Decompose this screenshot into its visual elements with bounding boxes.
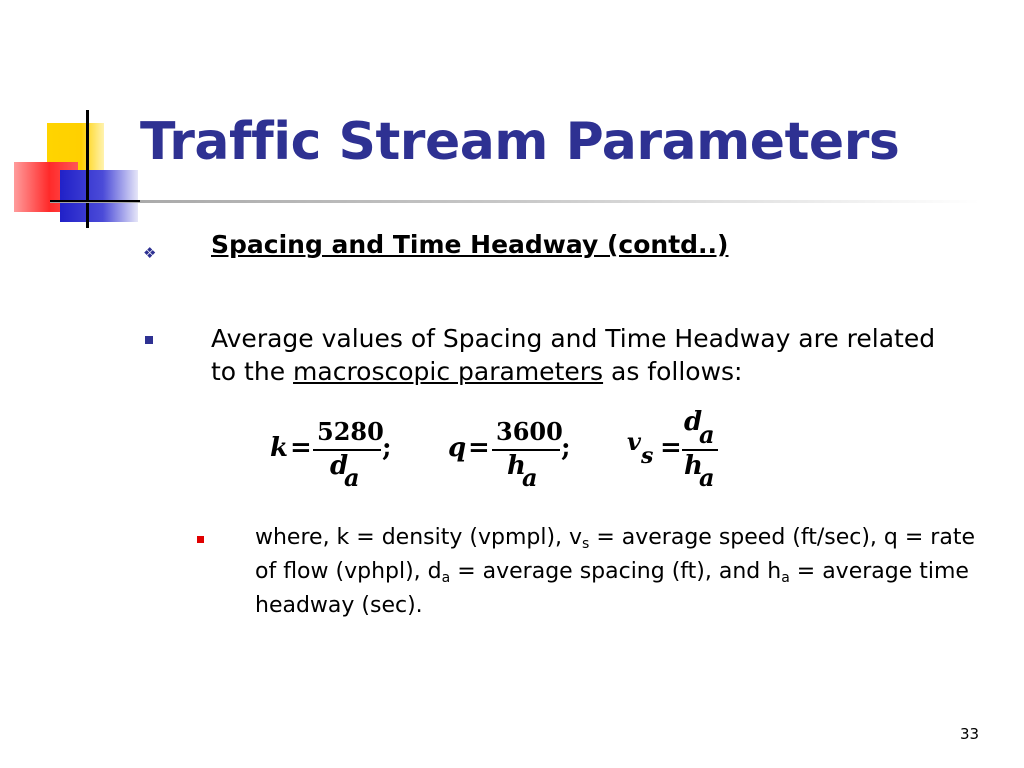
formula-q-denominator-subscript: a: [522, 463, 538, 492]
paragraph-text: [211, 322, 951, 388]
definitions-note: [255, 521, 975, 623]
diamond-bullet-icon: ❖: [143, 244, 157, 262]
note-subscript-a-1: a: [441, 570, 451, 586]
title-underline-rule: [50, 200, 980, 203]
formula-k-equals: =: [290, 433, 312, 463]
slide-logo-decoration: [0, 0, 150, 240]
logo-vertical-line: [86, 110, 89, 228]
formula-q-separator: ;: [561, 433, 571, 463]
note-subscript-s: s: [582, 536, 590, 552]
paragraph-part1: Average values of Spacing and Time Headway are related to the: [211, 324, 936, 386]
logo-horizontal-line: [50, 200, 140, 202]
formula-v-equals: =: [660, 433, 682, 463]
paragraph-part2: as follows:: [603, 357, 743, 386]
red-square-bullet-icon: [197, 536, 204, 543]
formula-k-denominator-subscript: a: [344, 463, 360, 492]
formula-q-fraction-bar: [492, 449, 560, 451]
note-text-4: = average time headway (sec).: [255, 559, 969, 618]
formula-k-separator: ;: [382, 433, 392, 463]
note-subscript-a-2: a: [781, 570, 790, 586]
formula-row: [0, 405, 1024, 505]
section-heading: Spacing and Time Headway (contd..): [211, 230, 729, 259]
note-text-1: where, k = density (vpmpl), v: [255, 525, 583, 550]
formula-v-numerator: d: [684, 407, 703, 437]
formula-k-numerator: 5280: [317, 417, 384, 446]
formula-v-denominator: h: [684, 451, 703, 481]
formula-k-variable: k: [270, 433, 289, 463]
note-text-2: = average speed (ft/sec), q = rate of flow (vphpl), d: [255, 525, 975, 584]
note-text-3: = average spacing (ft), and h: [450, 559, 782, 584]
formula-v-denominator-subscript: a: [699, 463, 715, 492]
macroscopic-parameters-text: macroscopic parameters: [293, 357, 604, 386]
formula-v-variable: v: [627, 427, 641, 456]
formula-k-denominator: d: [330, 451, 349, 481]
logo-blue-square: [60, 170, 138, 222]
page-number: 33: [960, 725, 980, 743]
slide-title: Traffic Stream Parameters: [140, 112, 900, 172]
formula-q-equals: =: [468, 433, 490, 463]
formula-v-numerator-subscript: a: [699, 420, 715, 449]
formula-q-variable: q: [448, 433, 467, 463]
formula-q-denominator: h: [507, 451, 526, 481]
formula-q-numerator: 3600: [496, 417, 563, 446]
formula-v-subscript: s: [641, 443, 654, 469]
square-bullet-icon: [145, 336, 153, 344]
